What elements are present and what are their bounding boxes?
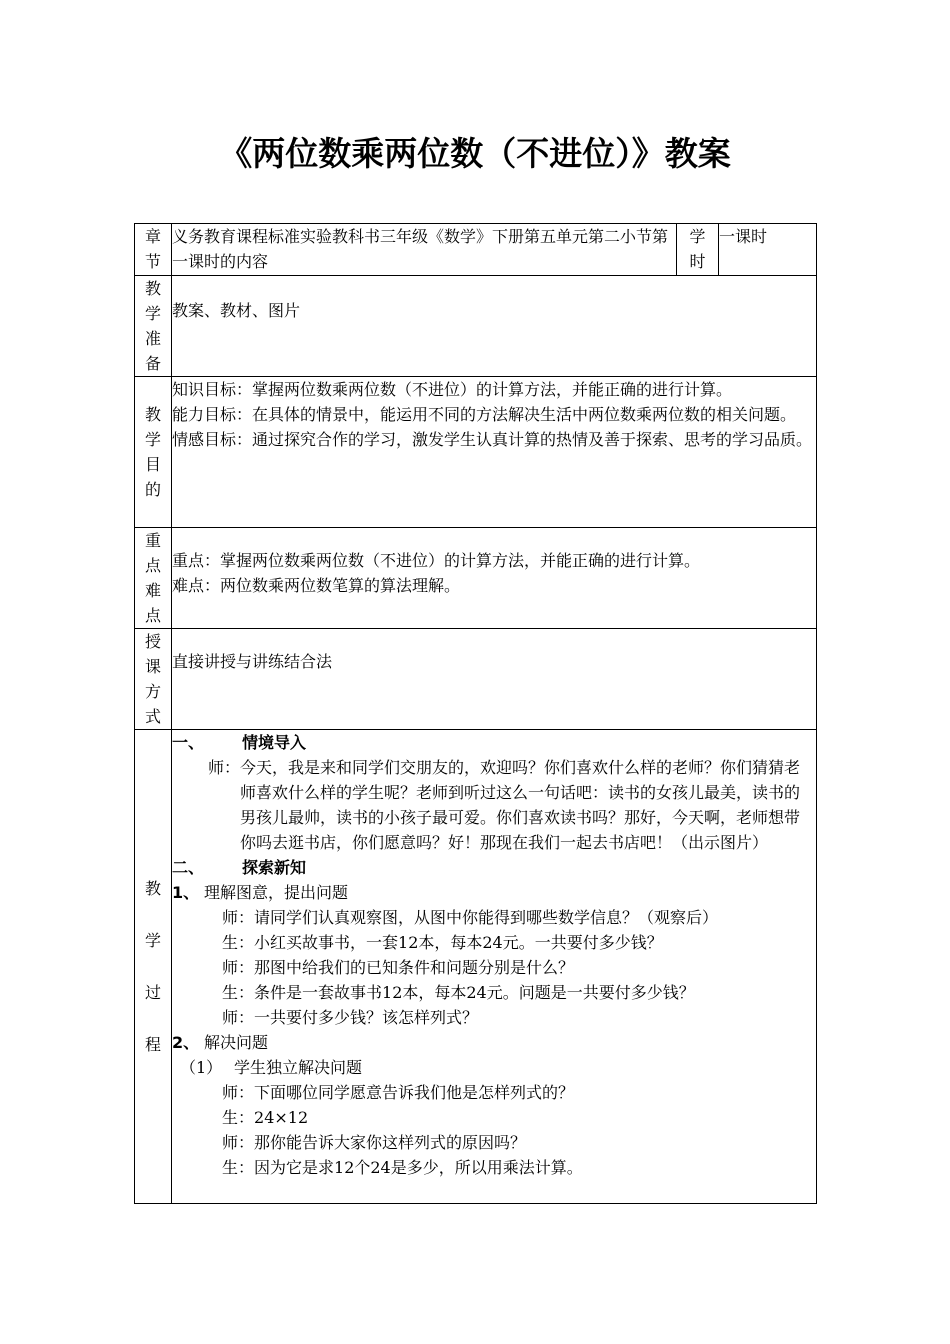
difficult-point: 难点：两位数乘两位数笔算的算法理解。 bbox=[172, 576, 461, 595]
method-content: 直接讲授与讲练结合法 bbox=[172, 629, 817, 730]
process-content bbox=[172, 730, 817, 1204]
hours-value: 一课时 bbox=[719, 224, 817, 276]
preparation-row bbox=[135, 276, 817, 377]
dialog-line: 生： 因为它是求12个24是多少，所以用乘法计算。 bbox=[222, 1158, 583, 1177]
dialog-line: 师： 那图中给我们的已知条件和问题分别是什么？ bbox=[222, 958, 575, 977]
objective-emotion: 情感目标： 通过探究合作的学习，激发学生认真计算的热情及善于探索、思考的学习品质。 bbox=[172, 430, 813, 449]
objectives-row bbox=[135, 377, 817, 528]
preparation-label: 教 学 准 备 bbox=[135, 276, 172, 377]
intro-dialog: 师： 今天，我是来和同学们交朋友的，欢迎吗？你们喜欢什么样的老师？你们猜猜老师喜欢什么样的学生呢？老师到听过这么一句话吧：读书的女孩儿最美，读书的男孩儿最帅，读书的小孩子最可爱。你们喜欢读书吗？那好，今天啊，老师想带你吗去逛书店，你们愿意吗？好！那现在我们一起去书店吧！（出示图片） bbox=[208, 758, 801, 852]
chapter-row bbox=[135, 224, 817, 276]
step-heading-understand: 1、 理解图意，提出问题 bbox=[172, 883, 349, 902]
objectives-content bbox=[172, 377, 817, 528]
keypoints-label: 重 点 难 点 bbox=[135, 528, 172, 629]
dialog-line: 生： 24×12 bbox=[222, 1108, 309, 1127]
objective-ability: 能力目标： 在具体的情景中，能运用不同的方法解决生活中两位数乘两位数的相关问题。 bbox=[172, 405, 797, 424]
section-heading-explore: 二、 探索新知 bbox=[172, 858, 307, 877]
key-point: 重点：掌握两位数乘两位数（不进位）的计算方法，并能正确的进行计算。 bbox=[172, 551, 701, 570]
method-row bbox=[135, 629, 817, 730]
lesson-plan-table bbox=[134, 223, 817, 1204]
keypoints-content bbox=[172, 528, 817, 629]
keypoints-row bbox=[135, 528, 817, 629]
dialog-line: 师： 下面哪位同学愿意告诉我们他是怎样列式的？ bbox=[222, 1083, 575, 1102]
dialog-line: 生： 条件是一套故事书12本，每本24元。问题是一共要付多少钱？ bbox=[222, 983, 695, 1002]
substep-heading: （1） 学生独立解决问题 bbox=[180, 1058, 363, 1077]
process-label: 教 学 过 程 bbox=[135, 730, 172, 1204]
section-heading-intro: 一、 情境导入 bbox=[172, 733, 307, 752]
document-title: 《两位数乘两位数（不进位）》教案 bbox=[219, 134, 731, 173]
objectives-label: 教 学 目 的 bbox=[135, 377, 172, 528]
chapter-content: 义务教育课程标准实验教科书三年级《数学》下册第五单元第二小节第一课时的内容 bbox=[172, 224, 677, 276]
dialog-line: 师： 请同学们认真观察图，从图中你能得到哪些数学信息？（观察后） bbox=[222, 908, 719, 927]
preparation-content: 教案、教材、图片 bbox=[172, 276, 817, 377]
hours-label: 学 时 bbox=[677, 224, 719, 276]
method-label: 授 课 方 式 bbox=[135, 629, 172, 730]
step-heading-solve: 2、 解决问题 bbox=[172, 1033, 269, 1052]
objective-knowledge: 知识目标： 掌握两位数乘两位数（不进位）的计算方法，并能正确的进行计算。 bbox=[172, 380, 733, 399]
dialog-line: 师： 那你能告诉大家你这样列式的原因吗？ bbox=[222, 1133, 527, 1152]
dialog-line: 师： 一共要付多少钱？该怎样列式？ bbox=[222, 1008, 479, 1027]
dialog-line: 生： 小红买故事书，一套12本，每本24元。一共要付多少钱？ bbox=[222, 933, 663, 952]
chapter-label: 章 节 bbox=[135, 224, 172, 276]
process-row bbox=[135, 730, 817, 1204]
